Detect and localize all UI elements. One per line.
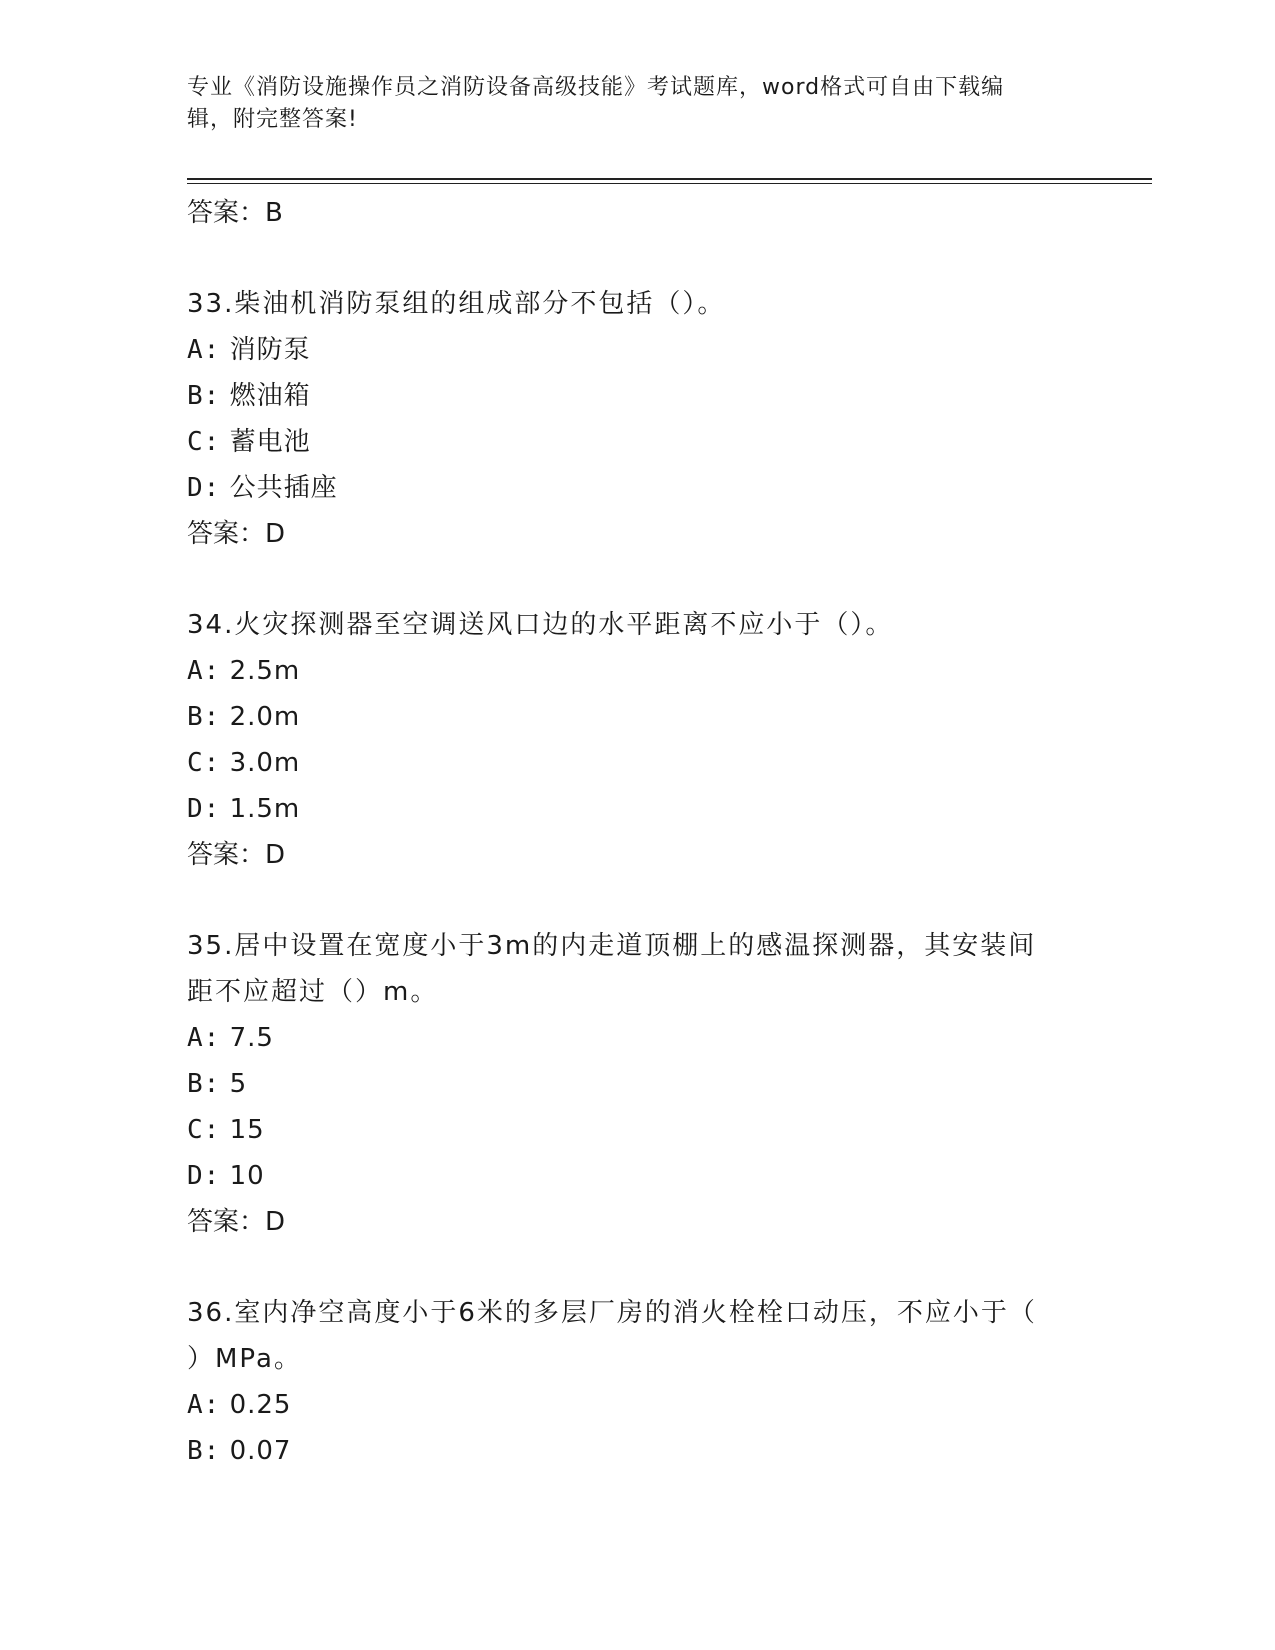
option-c — [187, 740, 1087, 786]
option-value: 2.5m — [229, 656, 301, 686]
question-text-line-1: 36.室内净空高度小于6米的多层厂房的消火栓栓口动压，不应小于（ — [187, 1298, 1037, 1328]
question-text-line-1: 35.居中设置在宽度小于3m的内走道顶棚上的感温探测器，其安装间 — [187, 931, 1037, 961]
header-line-2: 辑，附完整答案! — [187, 107, 358, 132]
question-block — [187, 602, 1087, 878]
answer-line: 答案：D — [187, 840, 286, 870]
answer-line: 答案：D — [187, 519, 286, 549]
question-text: 34.火灾探测器至空调送风口边的水平距离不应小于（）。 — [187, 610, 894, 640]
option-value: 燃油箱 — [229, 381, 311, 411]
option-d — [187, 786, 1087, 832]
option-key: B: — [187, 381, 221, 411]
option-a — [187, 1382, 1087, 1428]
option-value: 15 — [229, 1115, 265, 1145]
option-key: C: — [187, 1115, 221, 1145]
header-line-1: 专业《消防设施操作员之消防设备高级技能》考试题库，word格式可自由下载编 — [187, 75, 1005, 100]
option-key: B: — [187, 702, 221, 732]
option-value: 0.25 — [229, 1390, 292, 1420]
option-key: D: — [187, 1161, 221, 1191]
option-key: C: — [187, 427, 221, 457]
option-b — [187, 1428, 1087, 1474]
option-value: 5 — [229, 1069, 248, 1099]
option-key: A: — [187, 1023, 221, 1053]
option-a — [187, 648, 1087, 694]
option-a — [187, 1015, 1087, 1061]
option-value: 2.0m — [229, 702, 301, 732]
option-b — [187, 694, 1087, 740]
option-b — [187, 1061, 1087, 1107]
question-block — [187, 923, 1087, 1245]
option-value: 1.5m — [229, 794, 301, 824]
header-divider-thick — [187, 178, 1152, 180]
option-d — [187, 1153, 1087, 1199]
question-text-line-2: ）MPa。 — [187, 1344, 302, 1374]
question-block — [187, 1290, 1087, 1474]
option-value: 0.07 — [229, 1436, 292, 1466]
option-key: D: — [187, 794, 221, 824]
option-value: 10 — [229, 1161, 265, 1191]
option-key: A: — [187, 335, 221, 365]
question-block — [187, 281, 1087, 557]
option-value: 3.0m — [229, 748, 301, 778]
option-b — [187, 373, 1087, 419]
option-key: B: — [187, 1069, 221, 1099]
question-text-line-2: 距不应超过（）m。 — [187, 977, 439, 1007]
option-value: 蓄电池 — [229, 427, 311, 457]
answer-line: 答案：D — [187, 1207, 286, 1237]
question-list — [187, 190, 1087, 1474]
option-value: 消防泵 — [229, 335, 311, 365]
option-key: A: — [187, 656, 221, 686]
option-value: 公共插座 — [229, 473, 338, 503]
document-header — [187, 72, 1077, 136]
option-c — [187, 1107, 1087, 1153]
answer-line: 答案：B — [187, 198, 283, 228]
option-key: C: — [187, 748, 221, 778]
option-key: D: — [187, 473, 221, 503]
option-a — [187, 327, 1087, 373]
option-d — [187, 465, 1087, 511]
option-key: A: — [187, 1390, 221, 1420]
option-key: B: — [187, 1436, 221, 1466]
option-value: 7.5 — [229, 1023, 274, 1053]
question-text: 33.柴油机消防泵组的组成部分不包括（）。 — [187, 289, 726, 319]
header-divider-thin — [187, 183, 1152, 184]
option-c — [187, 419, 1087, 465]
